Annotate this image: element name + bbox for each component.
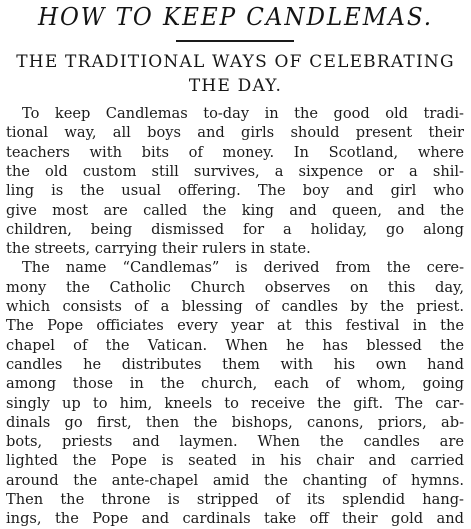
- body-line: mony the Catholic Church observes on this day,: [6, 278, 464, 296]
- headline-rule: [176, 40, 294, 42]
- body-line: ling is the usual offering. The boy and girl who: [6, 182, 464, 200]
- body-line: Then the throne is stripped of its splendid hang-: [6, 491, 464, 508]
- body-line: chapel of the Vatican. When he has blessed the: [6, 336, 464, 354]
- body-line: teachers with bits of money. In Scotland, where: [6, 143, 464, 161]
- body-line: dinals go first, then the bishops, canons, priors, ab-: [6, 413, 464, 431]
- body-line: around the ante-chapel amid the chanting of hymns.: [6, 471, 464, 489]
- body-line: candles he distributes them with his own hand: [6, 355, 464, 373]
- body-line: To keep Candlemas to-day in the good old tradi-: [22, 105, 464, 122]
- body-line: give most are called the king and queen, and the: [6, 201, 464, 219]
- body-line: ings, the Pope and cardinals take off their gold and: [6, 510, 464, 528]
- article-subhead-line-2: THE DAY.: [188, 76, 283, 96]
- body-line: The name “Candlemas” is derived from the cere-: [22, 259, 464, 277]
- body-line: among those in the church, each of whom, going: [6, 375, 464, 393]
- body-line: The Pope officiates every year at this festival in the: [6, 317, 464, 335]
- body-line: singly up to him, kneels to receive the gift. The car-: [6, 394, 464, 412]
- article-headline: HOW TO KEEP CANDLEMAS.: [37, 3, 434, 31]
- body-line: which consists of a blessing of candles by the priest.: [6, 298, 464, 315]
- body-line: the streets, carrying their rulers in state.: [6, 240, 311, 258]
- body-line: tional way, all boys and girls should present their: [6, 124, 464, 142]
- body-line: children, being dismissed for a holiday, go along: [6, 220, 464, 238]
- body-line: lighted the Pope is seated in his chair and carried: [6, 452, 464, 470]
- article-subhead-line-1: THE TRADITIONAL WAYS OF CELEBRATING: [16, 52, 455, 72]
- body-line: the old custom still survives, a sixpence or a shil-: [6, 162, 464, 180]
- body-line: bots, priests and laymen. When the candles are: [6, 433, 464, 451]
